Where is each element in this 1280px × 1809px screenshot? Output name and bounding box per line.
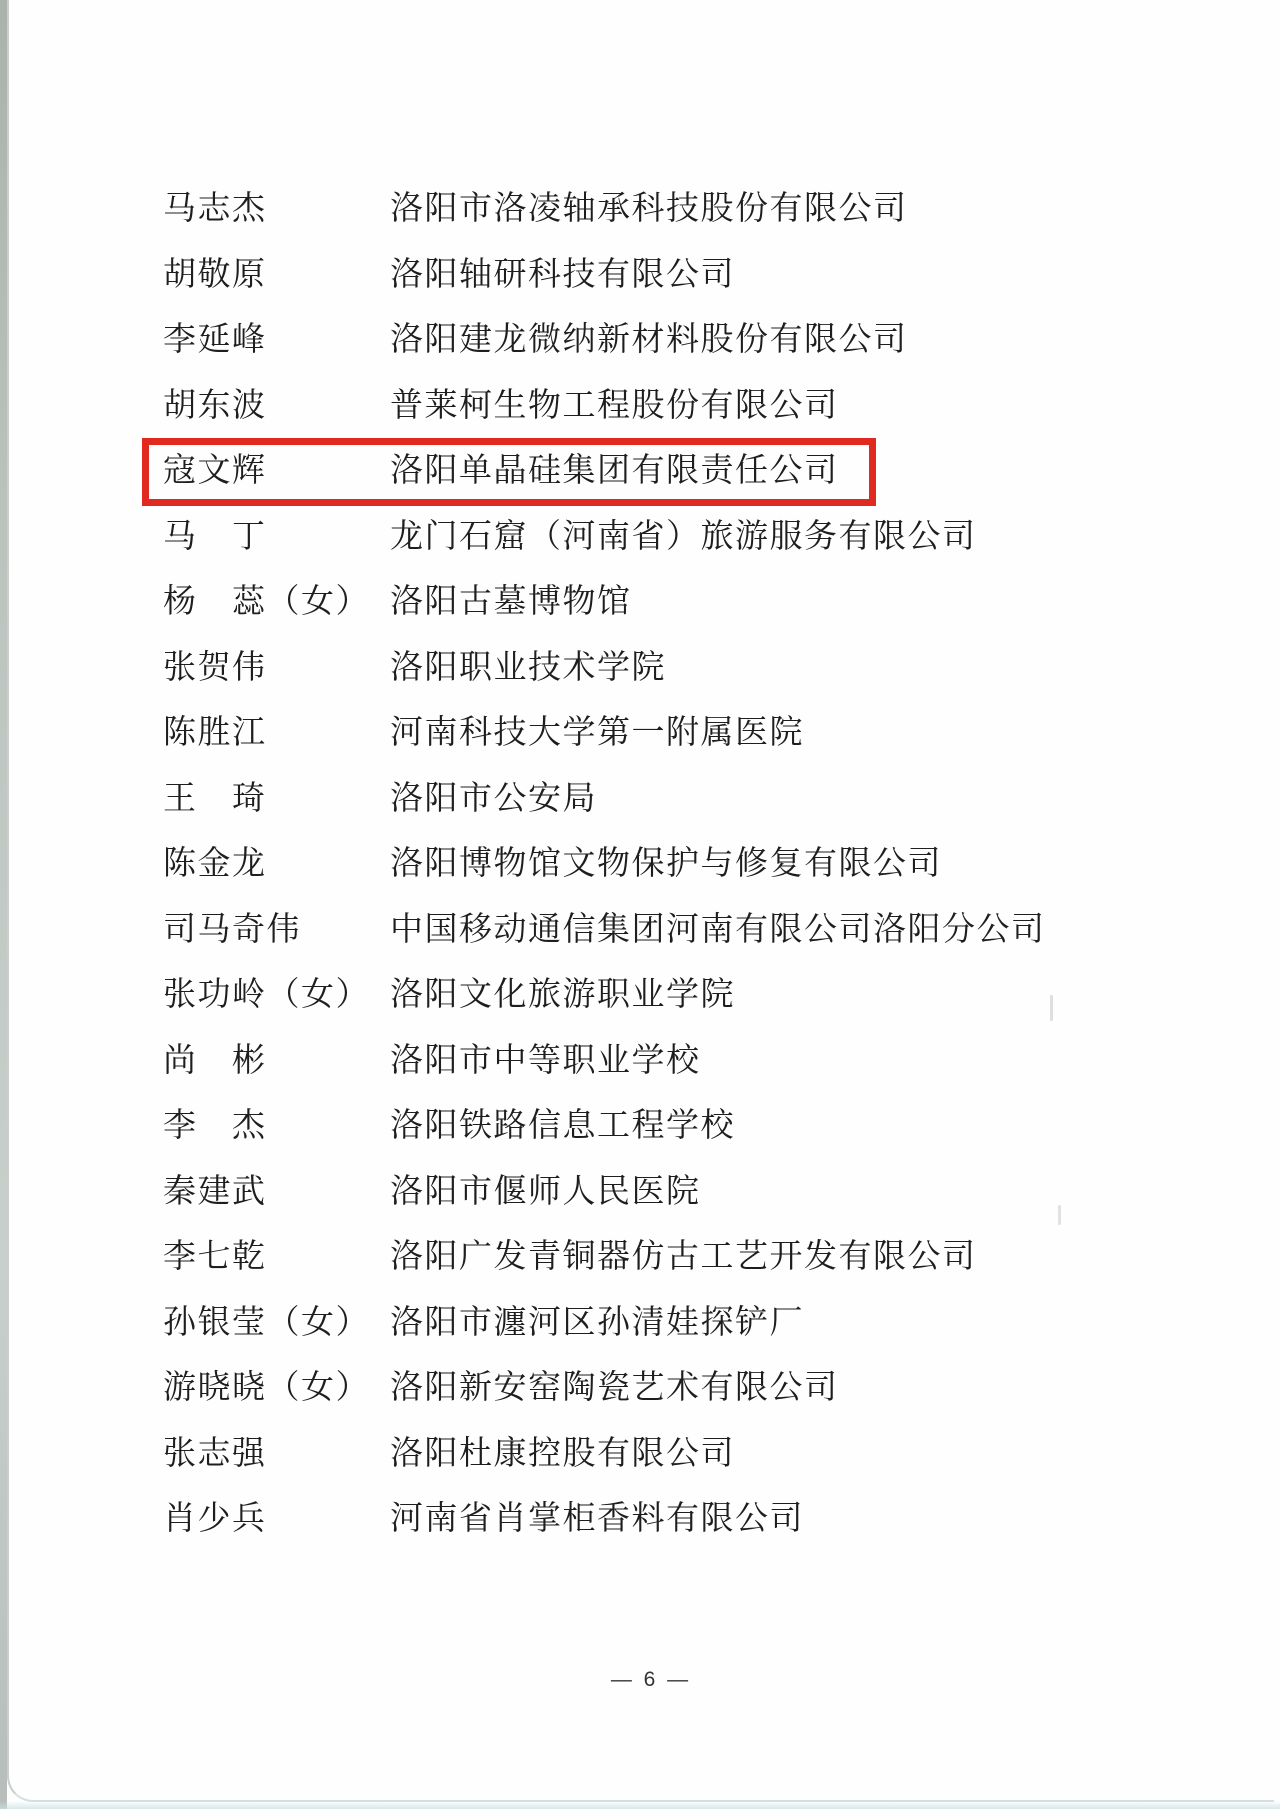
organization-name: 洛阳市洛凌轴承科技股份有限公司 — [390, 191, 908, 227]
roster-row — [0, 374, 1280, 440]
roster-row — [0, 1356, 1280, 1422]
person-name: 司马奇伟 — [163, 911, 301, 948]
roster-row — [0, 1291, 1280, 1357]
person-name: 王 琦 — [163, 780, 267, 817]
organization-name: 洛阳杜康控股有限公司 — [390, 1435, 735, 1472]
person-name: 孙银莹（女） — [163, 1304, 370, 1341]
person-name: 张志强 — [163, 1435, 267, 1472]
person-name: 寇文辉 — [163, 453, 267, 489]
roster-row — [0, 701, 1280, 767]
organization-name: 洛阳铁路信息工程学校 — [390, 1108, 735, 1144]
roster-row — [0, 832, 1280, 898]
roster-row — [0, 898, 1280, 964]
roster-row — [0, 963, 1280, 1029]
person-name: 胡敬原 — [163, 256, 267, 293]
organization-name: 洛阳广发青铜器仿古工艺开发有限公司 — [390, 1239, 977, 1275]
roster-row — [0, 1487, 1280, 1553]
organization-name: 龙门石窟（河南省）旅游服务有限公司 — [390, 518, 977, 555]
organization-name: 洛阳轴研科技有限公司 — [390, 256, 735, 293]
page-number: — 6 — — [610, 1668, 692, 1691]
person-name: 马 丁 — [163, 518, 267, 555]
organization-name: 洛阳文化旅游职业学院 — [390, 977, 735, 1013]
person-name: 李 杰 — [163, 1108, 267, 1144]
scan-bottom-edge-artifact — [0, 1801, 1280, 1809]
organization-name: 河南科技大学第一附属医院 — [390, 715, 804, 751]
organization-name: 洛阳单晶硅集团有限责任公司 — [390, 453, 839, 489]
organization-name: 洛阳市偃师人民医院 — [390, 1173, 701, 1210]
person-name: 陈胜江 — [163, 715, 267, 751]
person-name: 秦建武 — [163, 1173, 267, 1210]
roster-row — [0, 1225, 1280, 1291]
person-name: 尚 彬 — [163, 1042, 267, 1079]
organization-name: 中国移动通信集团河南有限公司洛阳分公司 — [390, 911, 1046, 948]
person-name: 李延峰 — [163, 322, 267, 358]
organization-name: 河南省肖掌柜香料有限公司 — [390, 1501, 804, 1537]
roster-row-highlighted — [0, 439, 1280, 505]
roster-row — [0, 767, 1280, 833]
person-name: 胡东波 — [163, 387, 267, 424]
organization-name: 洛阳古墓博物馆 — [390, 584, 632, 620]
person-name: 肖少兵 — [163, 1501, 267, 1537]
roster-row — [0, 308, 1280, 374]
organization-name: 洛阳新安窑陶瓷艺术有限公司 — [390, 1370, 839, 1406]
organization-name: 普莱柯生物工程股份有限公司 — [390, 387, 839, 424]
roster-row — [0, 177, 1280, 243]
organization-name: 洛阳市中等职业学校 — [390, 1042, 701, 1079]
organization-name: 洛阳市瀍河区孙清娃探铲厂 — [390, 1304, 804, 1341]
person-name: 张功岭（女） — [163, 977, 370, 1013]
organization-name: 洛阳职业技术学院 — [390, 649, 666, 686]
roster-row — [0, 505, 1280, 571]
person-name: 陈金龙 — [163, 846, 267, 882]
roster-row — [0, 1160, 1280, 1226]
organization-name: 洛阳建龙微纳新材料股份有限公司 — [390, 322, 908, 358]
person-name: 张贺伟 — [163, 649, 267, 686]
roster-row — [0, 1422, 1280, 1488]
roster-row — [0, 243, 1280, 309]
person-name: 马志杰 — [163, 191, 267, 227]
roster-row — [0, 1094, 1280, 1160]
award-roster-list — [0, 177, 1280, 1553]
organization-name: 洛阳市公安局 — [390, 780, 597, 817]
roster-row — [0, 570, 1280, 636]
person-name: 杨 蕊（女） — [163, 584, 370, 620]
person-name: 游晓晓（女） — [163, 1370, 370, 1406]
roster-row — [0, 636, 1280, 702]
organization-name: 洛阳博物馆文物保护与修复有限公司 — [390, 846, 942, 882]
roster-row — [0, 1029, 1280, 1095]
person-name: 李七乾 — [163, 1239, 267, 1275]
